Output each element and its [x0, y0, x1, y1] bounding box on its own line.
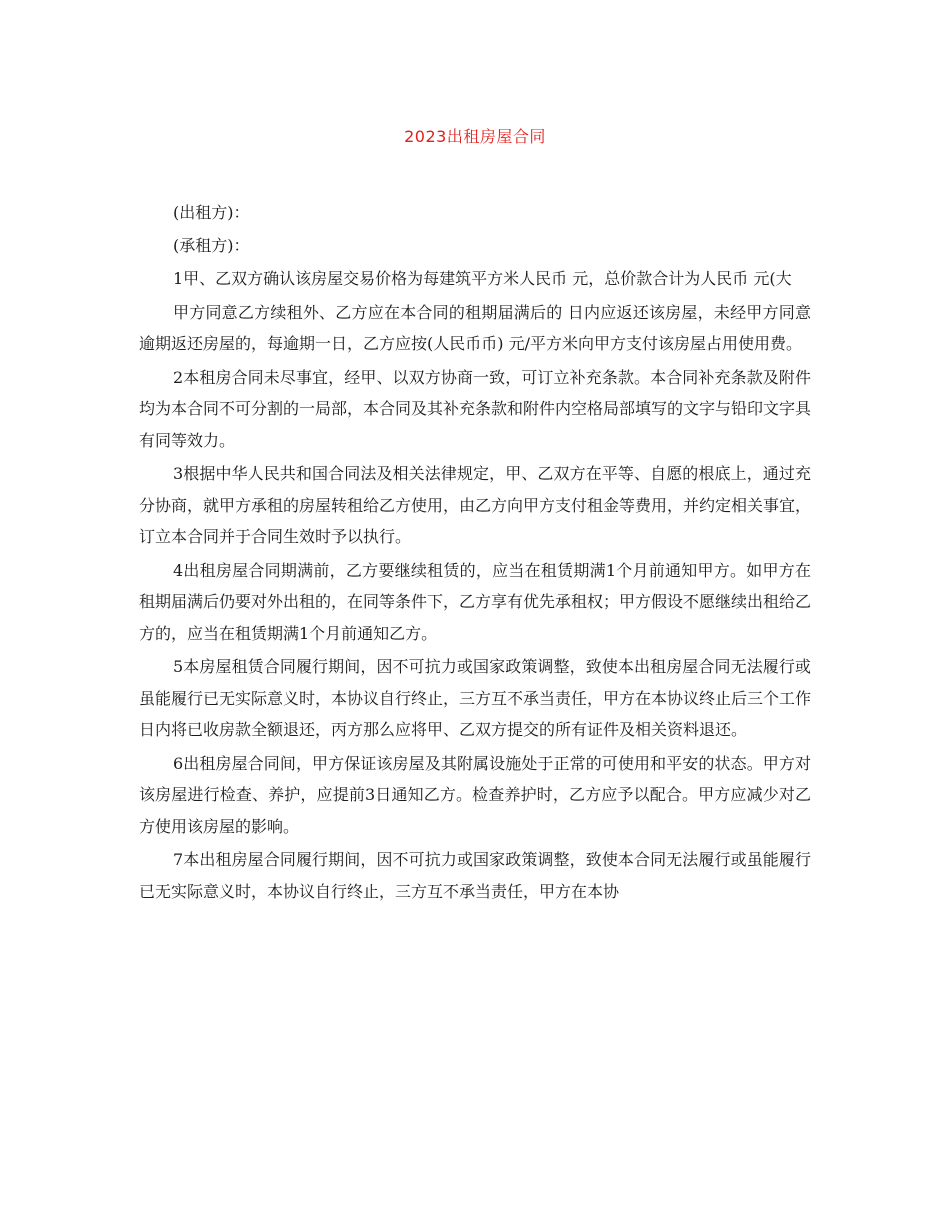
lessee-label: (承租方)： [173, 235, 250, 255]
paragraph: 7本出租房屋合同履行期间，因不可抗力或国家政策调整，致使本合同无法履行或虽能履行已无实际意义时，本协议自行终止，三方互不承当责任，甲方在本协 [139, 850, 811, 901]
paragraph: 2本租房合同未尽事宜，经甲、以双方协商一致，可订立补充条款。本合同补充条款及附件均为本合同不可分割的一局部，本合同及其补充条款和附件内空格局部填写的文字与铅印文字具有同等效力。 [139, 367, 812, 450]
lessor-label: (出租方)： [173, 203, 250, 222]
paragraph: 5本房屋租赁合同履行期间，因不可抗力或国家政策调整，致使本出租房屋合同无法履行或虽能履行已无实际意义时，本协议自行终止，三方互不承当责任，甲方在本协议终止后三个工作日内将已收房款全额退还，丙方那么应将甲、乙双方提交的所有证件及相关资料退还。 [139, 657, 812, 739]
paragraph: 4出租房屋合同期满前，乙方要继续租赁的，应当在租赁期满1个月前通知甲方。如甲方在租期届满后仍要对外出租的，在同等条件下，乙方享有优先承租权；甲方假设不愿继续出租给乙方的，应当在租赁期满1个月前通知乙方。 [139, 560, 812, 643]
paragraph: 1甲、乙双方确认该房屋交易价格为每建筑平方米人民币 元，总价款合计为人民币 元(大 [173, 269, 792, 288]
paragraph: 甲方同意乙方续租外、乙方应在本合同的租期届满后的 日内应返还该房屋，未经甲方同意逾期返还房屋的，每逾期一日，乙方应按(人民币币) 元/平方米向甲方支付该房屋占用使用费。 [139, 302, 811, 353]
paragraph: 6出租房屋合同间，甲方保证该房屋及其附属设施处于正常的可使用和平安的状态。甲方对该房屋进行检查、养护，应提前3日通知乙方。检查养护时，乙方应予以配合。甲方应减少对乙方使用该房屋的影响。 [139, 753, 811, 836]
document-title: 2023出租房屋合同 [404, 127, 546, 146]
contract-body [139, 197, 811, 907]
paragraph: 3根据中华人民共和国合同法及相关法律规定，甲、乙双方在平等、自愿的根底上，通过充分协商，就甲方承租的房屋转租给乙方使用，由乙方向甲方支付租金等费用，并约定相关事宜，订立本合同并于合同生效时予以执行。 [139, 464, 812, 546]
